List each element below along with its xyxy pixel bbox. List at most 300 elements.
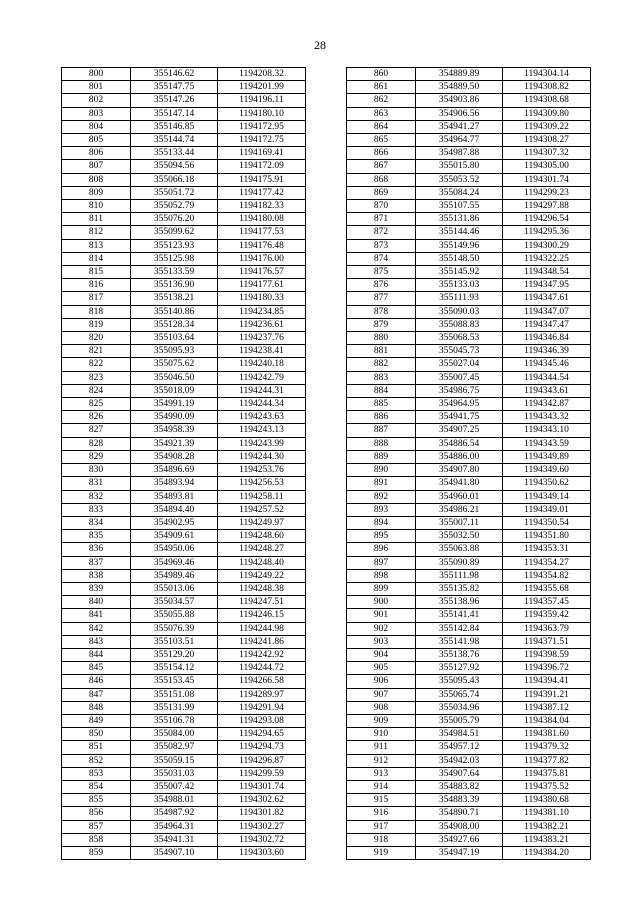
x-coordinate-cell: 354906.56 <box>416 107 503 120</box>
x-coordinate-cell: 355140.86 <box>131 305 218 318</box>
table-row <box>347 226 591 239</box>
table-row <box>62 384 306 397</box>
table-row <box>62 173 306 186</box>
x-coordinate-cell: 355051.72 <box>131 186 218 199</box>
x-coordinate-cell: 355018.09 <box>131 384 218 397</box>
y-coordinate-cell: 1194381.10 <box>503 807 591 820</box>
point-number-cell: 811 <box>62 213 131 226</box>
table-row <box>347 596 591 609</box>
table-row <box>62 516 306 529</box>
table-row <box>347 398 591 411</box>
x-coordinate-cell: 354969.46 <box>131 556 218 569</box>
point-number-cell: 895 <box>347 530 416 543</box>
y-coordinate-cell: 1194244.72 <box>218 662 306 675</box>
coordinates-table-left <box>61 67 306 860</box>
x-coordinate-cell: 354950.06 <box>131 543 218 556</box>
point-number-cell: 916 <box>347 807 416 820</box>
point-number-cell: 912 <box>347 754 416 767</box>
y-coordinate-cell: 1194247.51 <box>218 596 306 609</box>
y-coordinate-cell: 1194302.27 <box>218 820 306 833</box>
y-coordinate-cell: 1194344.54 <box>503 371 591 384</box>
point-number-cell: 819 <box>62 318 131 331</box>
x-coordinate-cell: 354927.66 <box>416 833 503 846</box>
x-coordinate-cell: 354886.54 <box>416 437 503 450</box>
y-coordinate-cell: 1194299.59 <box>218 767 306 780</box>
point-number-cell: 864 <box>347 120 416 133</box>
point-number-cell: 820 <box>62 332 131 345</box>
table-row <box>62 609 306 622</box>
x-coordinate-cell: 354987.88 <box>416 147 503 160</box>
y-coordinate-cell: 1194302.62 <box>218 794 306 807</box>
x-coordinate-cell: 355144.74 <box>131 134 218 147</box>
table-row <box>347 648 591 661</box>
y-coordinate-cell: 1194299.23 <box>503 186 591 199</box>
table-row <box>347 582 591 595</box>
coordinates-table-right <box>346 67 591 860</box>
y-coordinate-cell: 1194387.12 <box>503 701 591 714</box>
y-coordinate-cell: 1194383.21 <box>503 833 591 846</box>
table-row <box>62 332 306 345</box>
x-coordinate-cell: 354964.31 <box>131 820 218 833</box>
x-coordinate-cell: 355007.45 <box>416 371 503 384</box>
table-row <box>347 345 591 358</box>
x-coordinate-cell: 355135.82 <box>416 582 503 595</box>
point-number-cell: 810 <box>62 200 131 213</box>
x-coordinate-cell: 355090.03 <box>416 305 503 318</box>
point-number-cell: 874 <box>347 252 416 265</box>
table-row <box>347 173 591 186</box>
table-row <box>347 741 591 754</box>
point-number-cell: 848 <box>62 701 131 714</box>
table-row <box>347 490 591 503</box>
y-coordinate-cell: 1194375.52 <box>503 780 591 793</box>
x-coordinate-cell: 355111.98 <box>416 569 503 582</box>
x-coordinate-cell: 355053.52 <box>416 173 503 186</box>
y-coordinate-cell: 1194249.97 <box>218 516 306 529</box>
y-coordinate-cell: 1194391.21 <box>503 688 591 701</box>
y-coordinate-cell: 1194196.11 <box>218 94 306 107</box>
y-coordinate-cell: 1194301.74 <box>218 780 306 793</box>
x-coordinate-cell: 354991.19 <box>131 398 218 411</box>
table-row <box>62 530 306 543</box>
x-coordinate-cell: 355076.20 <box>131 213 218 226</box>
table-row <box>62 701 306 714</box>
point-number-cell: 892 <box>347 490 416 503</box>
table-row <box>347 318 591 331</box>
x-coordinate-cell: 355032.50 <box>416 530 503 543</box>
point-number-cell: 845 <box>62 662 131 675</box>
table-row <box>62 728 306 741</box>
x-coordinate-cell: 355046.50 <box>131 371 218 384</box>
x-coordinate-cell: 355034.57 <box>131 596 218 609</box>
x-coordinate-cell: 355052.79 <box>131 200 218 213</box>
x-coordinate-cell: 354894.40 <box>131 503 218 516</box>
table-row <box>347 81 591 94</box>
x-coordinate-cell: 355034.96 <box>416 701 503 714</box>
y-coordinate-cell: 1194300.29 <box>503 239 591 252</box>
point-number-cell: 801 <box>62 81 131 94</box>
table-row <box>347 556 591 569</box>
y-coordinate-cell: 1194394.41 <box>503 675 591 688</box>
y-coordinate-cell: 1194243.99 <box>218 437 306 450</box>
x-coordinate-cell: 354947.19 <box>416 846 503 859</box>
y-coordinate-cell: 1194308.82 <box>503 81 591 94</box>
point-number-cell: 914 <box>347 780 416 793</box>
point-number-cell: 824 <box>62 384 131 397</box>
y-coordinate-cell: 1194289.97 <box>218 688 306 701</box>
x-coordinate-cell: 355084.00 <box>131 728 218 741</box>
point-number-cell: 814 <box>62 252 131 265</box>
point-number-cell: 805 <box>62 134 131 147</box>
x-coordinate-cell: 355125.98 <box>131 252 218 265</box>
point-number-cell: 808 <box>62 173 131 186</box>
table-row <box>62 134 306 147</box>
x-coordinate-cell: 354941.31 <box>131 833 218 846</box>
table-row <box>347 424 591 437</box>
point-number-cell: 909 <box>347 714 416 727</box>
y-coordinate-cell: 1194291.94 <box>218 701 306 714</box>
table-row <box>62 662 306 675</box>
point-number-cell: 891 <box>347 477 416 490</box>
y-coordinate-cell: 1194180.10 <box>218 107 306 120</box>
x-coordinate-cell: 354907.64 <box>416 767 503 780</box>
point-number-cell: 918 <box>347 833 416 846</box>
y-coordinate-cell: 1194248.27 <box>218 543 306 556</box>
point-number-cell: 888 <box>347 437 416 450</box>
point-number-cell: 807 <box>62 160 131 173</box>
y-coordinate-cell: 1194309.22 <box>503 120 591 133</box>
point-number-cell: 901 <box>347 609 416 622</box>
y-coordinate-cell: 1194172.75 <box>218 134 306 147</box>
point-number-cell: 911 <box>347 741 416 754</box>
table-row <box>347 701 591 714</box>
y-coordinate-cell: 1194241.86 <box>218 635 306 648</box>
table-row <box>62 398 306 411</box>
table-row <box>347 662 591 675</box>
x-coordinate-cell: 355055.88 <box>131 609 218 622</box>
point-number-cell: 863 <box>347 107 416 120</box>
point-number-cell: 839 <box>62 582 131 595</box>
y-coordinate-cell: 1194301.74 <box>503 173 591 186</box>
table-row <box>347 807 591 820</box>
y-coordinate-cell: 1194380.68 <box>503 794 591 807</box>
y-coordinate-cell: 1194246.15 <box>218 609 306 622</box>
point-number-cell: 821 <box>62 345 131 358</box>
point-number-cell: 900 <box>347 596 416 609</box>
point-number-cell: 915 <box>347 794 416 807</box>
point-number-cell: 871 <box>347 213 416 226</box>
table-row <box>62 94 306 107</box>
table-row <box>347 411 591 424</box>
x-coordinate-cell: 355154.12 <box>131 662 218 675</box>
table-row <box>62 424 306 437</box>
y-coordinate-cell: 1194354.82 <box>503 569 591 582</box>
y-coordinate-cell: 1194359.42 <box>503 609 591 622</box>
x-coordinate-cell: 355138.76 <box>416 648 503 661</box>
x-coordinate-cell: 354986.21 <box>416 503 503 516</box>
x-coordinate-cell: 355153.45 <box>131 675 218 688</box>
y-coordinate-cell: 1194169.41 <box>218 147 306 160</box>
table-row <box>347 239 591 252</box>
point-number-cell: 868 <box>347 173 416 186</box>
table-row <box>62 820 306 833</box>
y-coordinate-cell: 1194248.60 <box>218 530 306 543</box>
y-coordinate-cell: 1194351.80 <box>503 530 591 543</box>
point-number-cell: 866 <box>347 147 416 160</box>
point-number-cell: 875 <box>347 266 416 279</box>
point-number-cell: 907 <box>347 688 416 701</box>
x-coordinate-cell: 355123.93 <box>131 239 218 252</box>
point-number-cell: 846 <box>62 675 131 688</box>
x-coordinate-cell: 355103.51 <box>131 635 218 648</box>
table-row <box>347 516 591 529</box>
y-coordinate-cell: 1194355.68 <box>503 582 591 595</box>
y-coordinate-cell: 1194305.00 <box>503 160 591 173</box>
table-row <box>347 728 591 741</box>
table-row <box>347 68 591 81</box>
x-coordinate-cell: 355145.92 <box>416 266 503 279</box>
x-coordinate-cell: 355149.96 <box>416 239 503 252</box>
point-number-cell: 883 <box>347 371 416 384</box>
point-number-cell: 806 <box>62 147 131 160</box>
table-row <box>347 780 591 793</box>
table-row <box>62 477 306 490</box>
x-coordinate-cell: 355146.85 <box>131 120 218 133</box>
point-number-cell: 800 <box>62 68 131 81</box>
x-coordinate-cell: 354883.39 <box>416 794 503 807</box>
point-number-cell: 881 <box>347 345 416 358</box>
table-row <box>62 81 306 94</box>
table-row <box>62 147 306 160</box>
y-coordinate-cell: 1194346.39 <box>503 345 591 358</box>
table-row <box>347 543 591 556</box>
x-coordinate-cell: 355147.26 <box>131 94 218 107</box>
x-coordinate-cell: 355063.88 <box>416 543 503 556</box>
point-number-cell: 816 <box>62 279 131 292</box>
x-coordinate-cell: 355147.75 <box>131 81 218 94</box>
point-number-cell: 822 <box>62 358 131 371</box>
y-coordinate-cell: 1194266.58 <box>218 675 306 688</box>
y-coordinate-cell: 1194201.99 <box>218 81 306 94</box>
x-coordinate-cell: 355099.62 <box>131 226 218 239</box>
x-coordinate-cell: 354902.95 <box>131 516 218 529</box>
table-row <box>62 120 306 133</box>
y-coordinate-cell: 1194176.48 <box>218 239 306 252</box>
point-number-cell: 899 <box>347 582 416 595</box>
table-row <box>62 160 306 173</box>
y-coordinate-cell: 1194208.32 <box>218 68 306 81</box>
x-coordinate-cell: 355144.46 <box>416 226 503 239</box>
x-coordinate-cell: 354907.80 <box>416 464 503 477</box>
point-number-cell: 867 <box>347 160 416 173</box>
table-row <box>347 714 591 727</box>
y-coordinate-cell: 1194375.81 <box>503 767 591 780</box>
x-coordinate-cell: 355133.59 <box>131 266 218 279</box>
y-coordinate-cell: 1194379.32 <box>503 741 591 754</box>
point-number-cell: 872 <box>347 226 416 239</box>
point-number-cell: 825 <box>62 398 131 411</box>
y-coordinate-cell: 1194248.40 <box>218 556 306 569</box>
x-coordinate-cell: 355005.79 <box>416 714 503 727</box>
x-coordinate-cell: 355013.06 <box>131 582 218 595</box>
table-row <box>347 794 591 807</box>
point-number-cell: 809 <box>62 186 131 199</box>
table-row <box>347 186 591 199</box>
y-coordinate-cell: 1194177.61 <box>218 279 306 292</box>
x-coordinate-cell: 354941.80 <box>416 477 503 490</box>
x-coordinate-cell: 354921.39 <box>131 437 218 450</box>
point-number-cell: 882 <box>347 358 416 371</box>
x-coordinate-cell: 355068.53 <box>416 332 503 345</box>
x-coordinate-cell: 355095.93 <box>131 345 218 358</box>
y-coordinate-cell: 1194238.41 <box>218 345 306 358</box>
table-row <box>347 279 591 292</box>
point-number-cell: 878 <box>347 305 416 318</box>
table-row <box>347 371 591 384</box>
point-number-cell: 902 <box>347 622 416 635</box>
table-row <box>347 134 591 147</box>
table-row <box>347 213 591 226</box>
y-coordinate-cell: 1194244.98 <box>218 622 306 635</box>
point-number-cell: 910 <box>347 728 416 741</box>
table-row <box>347 332 591 345</box>
page-number: 28 <box>314 38 326 52</box>
y-coordinate-cell: 1194243.63 <box>218 411 306 424</box>
x-coordinate-cell: 355142.84 <box>416 622 503 635</box>
x-coordinate-cell: 355133.03 <box>416 279 503 292</box>
point-number-cell: 818 <box>62 305 131 318</box>
point-number-cell: 844 <box>62 648 131 661</box>
y-coordinate-cell: 1194398.59 <box>503 648 591 661</box>
y-coordinate-cell: 1194301.82 <box>218 807 306 820</box>
x-coordinate-cell: 355133.44 <box>131 147 218 160</box>
point-number-cell: 817 <box>62 292 131 305</box>
point-number-cell: 856 <box>62 807 131 820</box>
y-coordinate-cell: 1194244.30 <box>218 450 306 463</box>
x-coordinate-cell: 355141.41 <box>416 609 503 622</box>
y-coordinate-cell: 1194349.89 <box>503 450 591 463</box>
x-coordinate-cell: 354958.39 <box>131 424 218 437</box>
y-coordinate-cell: 1194396.72 <box>503 662 591 675</box>
table-row <box>347 147 591 160</box>
y-coordinate-cell: 1194242.92 <box>218 648 306 661</box>
point-number-cell: 897 <box>347 556 416 569</box>
table-row <box>62 318 306 331</box>
x-coordinate-cell: 355131.86 <box>416 213 503 226</box>
y-coordinate-cell: 1194242.79 <box>218 371 306 384</box>
x-coordinate-cell: 355007.11 <box>416 516 503 529</box>
x-coordinate-cell: 354907.25 <box>416 424 503 437</box>
point-number-cell: 842 <box>62 622 131 635</box>
table-row <box>62 226 306 239</box>
table-row <box>62 543 306 556</box>
x-coordinate-cell: 355147.14 <box>131 107 218 120</box>
x-coordinate-cell: 355094.56 <box>131 160 218 173</box>
y-coordinate-cell: 1194180.08 <box>218 213 306 226</box>
y-coordinate-cell: 1194347.61 <box>503 292 591 305</box>
x-coordinate-cell: 355148.50 <box>416 252 503 265</box>
table-row <box>347 503 591 516</box>
table-row <box>62 464 306 477</box>
y-coordinate-cell: 1194243.13 <box>218 424 306 437</box>
point-number-cell: 919 <box>347 846 416 859</box>
x-coordinate-cell: 354941.75 <box>416 411 503 424</box>
x-coordinate-cell: 355076.39 <box>131 622 218 635</box>
table-row <box>62 200 306 213</box>
x-coordinate-cell: 355107.55 <box>416 200 503 213</box>
point-number-cell: 857 <box>62 820 131 833</box>
table-row <box>347 833 591 846</box>
x-coordinate-cell: 354886.00 <box>416 450 503 463</box>
y-coordinate-cell: 1194176.00 <box>218 252 306 265</box>
y-coordinate-cell: 1194175.91 <box>218 173 306 186</box>
table-row <box>347 120 591 133</box>
y-coordinate-cell: 1194257.52 <box>218 503 306 516</box>
x-coordinate-cell: 355151.08 <box>131 688 218 701</box>
y-coordinate-cell: 1194349.14 <box>503 490 591 503</box>
y-coordinate-cell: 1194342.87 <box>503 398 591 411</box>
point-number-cell: 913 <box>347 767 416 780</box>
y-coordinate-cell: 1194249.22 <box>218 569 306 582</box>
point-number-cell: 837 <box>62 556 131 569</box>
y-coordinate-cell: 1194304.14 <box>503 68 591 81</box>
x-coordinate-cell: 355059.15 <box>131 754 218 767</box>
table-row <box>347 820 591 833</box>
y-coordinate-cell: 1194296.54 <box>503 213 591 226</box>
x-coordinate-cell: 355066.18 <box>131 173 218 186</box>
table-row <box>62 213 306 226</box>
point-number-cell: 879 <box>347 318 416 331</box>
point-number-cell: 905 <box>347 662 416 675</box>
table-row <box>347 569 591 582</box>
point-number-cell: 840 <box>62 596 131 609</box>
table-row <box>62 490 306 503</box>
y-coordinate-cell: 1194347.47 <box>503 318 591 331</box>
point-number-cell: 908 <box>347 701 416 714</box>
y-coordinate-cell: 1194350.62 <box>503 477 591 490</box>
y-coordinate-cell: 1194294.65 <box>218 728 306 741</box>
x-coordinate-cell: 355138.21 <box>131 292 218 305</box>
table-row <box>347 358 591 371</box>
point-number-cell: 826 <box>62 411 131 424</box>
y-coordinate-cell: 1194347.07 <box>503 305 591 318</box>
table-row <box>347 94 591 107</box>
table-row <box>62 582 306 595</box>
x-coordinate-cell: 355136.90 <box>131 279 218 292</box>
point-number-cell: 862 <box>347 94 416 107</box>
table-row <box>347 450 591 463</box>
point-number-cell: 865 <box>347 134 416 147</box>
y-coordinate-cell: 1194302.72 <box>218 833 306 846</box>
table-row <box>62 450 306 463</box>
point-number-cell: 849 <box>62 714 131 727</box>
y-coordinate-cell: 1194258.11 <box>218 490 306 503</box>
y-coordinate-cell: 1194172.95 <box>218 120 306 133</box>
x-coordinate-cell: 355027.04 <box>416 358 503 371</box>
point-number-cell: 830 <box>62 464 131 477</box>
x-coordinate-cell: 355129.20 <box>131 648 218 661</box>
y-coordinate-cell: 1194244.31 <box>218 384 306 397</box>
table-row <box>62 279 306 292</box>
y-coordinate-cell: 1194353.31 <box>503 543 591 556</box>
x-coordinate-cell: 354988.01 <box>131 794 218 807</box>
x-coordinate-cell: 354957.12 <box>416 741 503 754</box>
x-coordinate-cell: 355128.34 <box>131 318 218 331</box>
table-row <box>347 252 591 265</box>
point-number-cell: 894 <box>347 516 416 529</box>
table-row <box>62 833 306 846</box>
y-coordinate-cell: 1194347.95 <box>503 279 591 292</box>
